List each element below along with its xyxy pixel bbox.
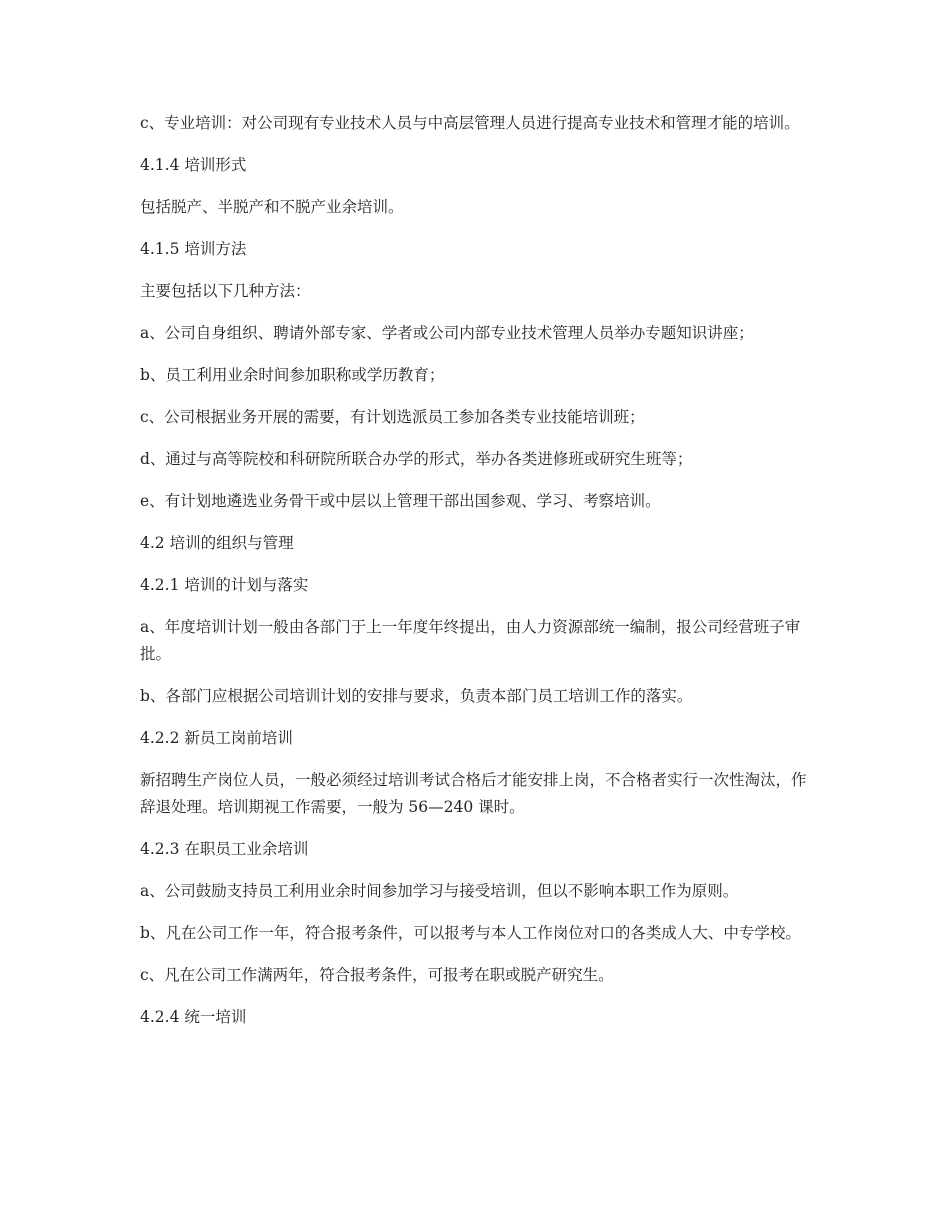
paragraph-method-intro: 主要包括以下几种方法：: [140, 282, 311, 300]
paragraph-training-form: 包括脱产、半脱产和不脱产业余培训。: [140, 198, 404, 216]
heading-unified-training: 4.2.4 统一培训: [140, 1008, 247, 1026]
paragraph-method-d: d、通过与高等院校和科研院所联合办学的形式，举办各类进修班或研究生班等；: [140, 450, 693, 468]
paragraph-new-employee-training: 新招聘生产岗位人员，一般必须经过培训考试合格后才能安排上岗，不合格者实行一次性淘汰，作辞退处理。培训期视工作需要，一般为 56—240 课时。: [140, 771, 807, 816]
paragraph-method-c: c、公司根据业务开展的需要，有计划选派员工参加各类专业技能培训班；: [140, 408, 645, 426]
heading-training-form: 4.1.4 培训形式: [140, 156, 247, 174]
heading-training-method: 4.1.5 培训方法: [140, 240, 247, 258]
paragraph-in-service-a: a、公司鼓励支持员工利用业余时间参加学习与接受培训，但以不影响本职工作为原则。: [140, 882, 739, 900]
paragraph-method-b: b、员工利用业余时间参加职称或学历教育；: [140, 366, 445, 384]
heading-in-service-training: 4.2.3 在职员工业余培训: [140, 840, 309, 858]
heading-plan-implementation: 4.2.1 培训的计划与落实: [140, 576, 309, 594]
paragraph-professional-training: c、专业培训：对公司现有专业技术人员与中高层管理人员进行提高专业技术和管理才能的培训。: [140, 114, 800, 132]
paragraph-method-a: a、公司自身组织、聘请外部专家、学者或公司内部专业技术管理人员举办专题知识讲座；: [140, 324, 754, 342]
heading-organization-management: 4.2 培训的组织与管理: [140, 534, 294, 552]
paragraph-plan-b: b、各部门应根据公司培训计划的安排与要求，负责本部门员工培训工作的落实。: [140, 687, 693, 705]
paragraph-in-service-c: c、凡在公司工作满两年，符合报考条件，可报考在职或脱产研究生。: [140, 966, 614, 984]
paragraph-in-service-b: b、凡在公司工作一年，符合报考条件，可以报考与本人工作岗位对口的各类成人大、中专学校。: [140, 924, 801, 942]
paragraph-method-e: e、有计划地遴选业务骨干或中层以上管理干部出国参观、学习、考察培训。: [140, 492, 661, 510]
document-body: [140, 110, 810, 1046]
heading-new-employee-training: 4.2.2 新员工岗前培训: [140, 729, 293, 747]
paragraph-plan-a: a、年度培训计划一般由各部门于上一年度年终提出，由人力资源部统一编制，报公司经营班子审批。: [140, 618, 801, 663]
